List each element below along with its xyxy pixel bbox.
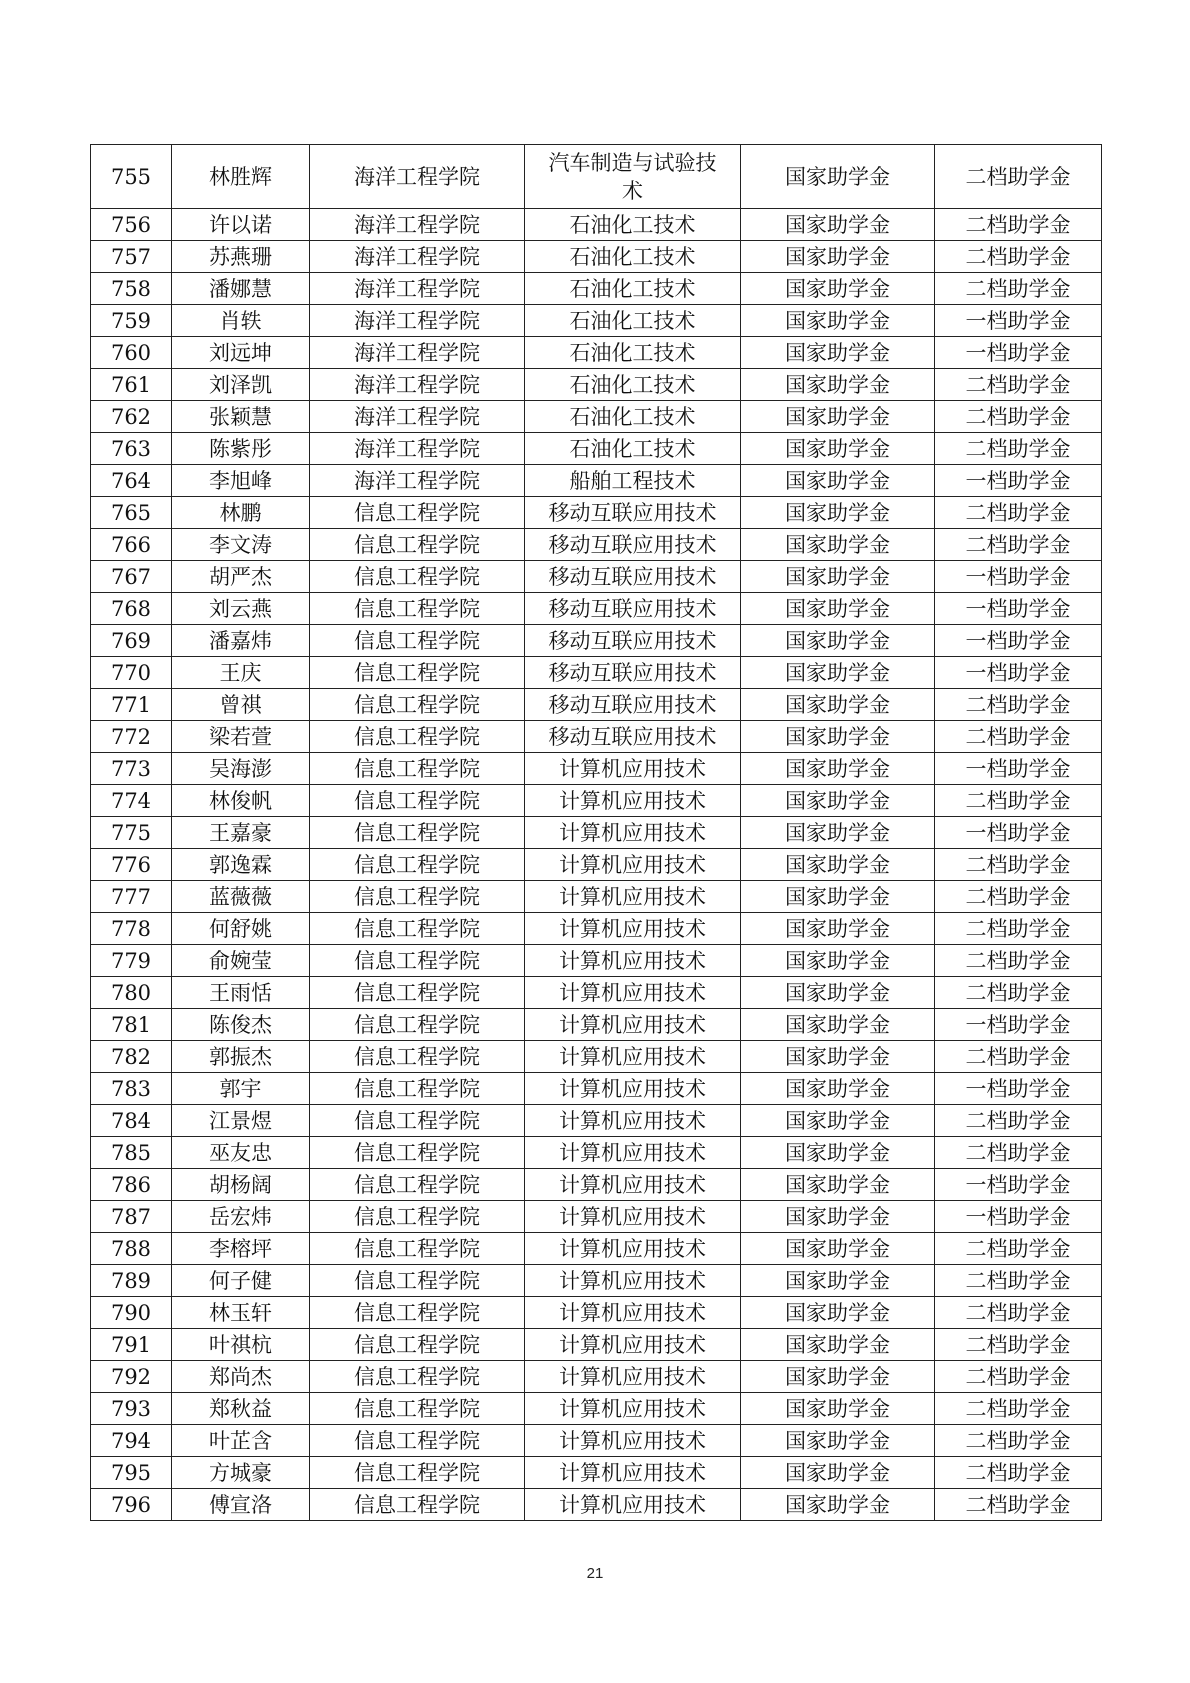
- row-number-cell: 778: [91, 913, 172, 945]
- grant-level-cell: 二档助学金: [935, 401, 1102, 433]
- row-number-cell: 766: [91, 529, 172, 561]
- row-number-cell: 780: [91, 977, 172, 1009]
- grant-level-cell: 二档助学金: [935, 849, 1102, 881]
- row-number-cell: 760: [91, 337, 172, 369]
- grant-type-cell: 国家助学金: [741, 1393, 935, 1425]
- college-cell: 海洋工程学院: [310, 401, 525, 433]
- grant-level-cell: 二档助学金: [935, 1489, 1102, 1521]
- grant-type-cell: 国家助学金: [741, 753, 935, 785]
- grant-type-cell: 国家助学金: [741, 625, 935, 657]
- row-number-cell: 790: [91, 1297, 172, 1329]
- row-number-cell: 762: [91, 401, 172, 433]
- table-row: [91, 625, 1102, 657]
- college-cell: 信息工程学院: [310, 1137, 525, 1169]
- grant-level-cell: 一档助学金: [935, 561, 1102, 593]
- grant-type-cell: 国家助学金: [741, 593, 935, 625]
- college-cell: 信息工程学院: [310, 497, 525, 529]
- table-body: [91, 145, 1102, 1521]
- table-row: [91, 817, 1102, 849]
- grant-level-cell: 一档助学金: [935, 1201, 1102, 1233]
- table-row: [91, 561, 1102, 593]
- student-name-cell: 许以诺: [172, 209, 310, 241]
- row-number-cell: 763: [91, 433, 172, 465]
- college-cell: 海洋工程学院: [310, 241, 525, 273]
- grant-level-cell: 二档助学金: [935, 689, 1102, 721]
- grant-level-cell: 二档助学金: [935, 1297, 1102, 1329]
- table-row: [91, 1265, 1102, 1297]
- student-name-cell: 郑尚杰: [172, 1361, 310, 1393]
- grant-type-cell: 国家助学金: [741, 401, 935, 433]
- grant-type-cell: 国家助学金: [741, 241, 935, 273]
- grant-type-cell: 国家助学金: [741, 465, 935, 497]
- college-cell: 海洋工程学院: [310, 337, 525, 369]
- row-number-cell: 767: [91, 561, 172, 593]
- student-name-cell: 江景煜: [172, 1105, 310, 1137]
- college-cell: 海洋工程学院: [310, 369, 525, 401]
- grant-level-cell: 一档助学金: [935, 625, 1102, 657]
- major-cell: 计算机应用技术: [525, 977, 741, 1009]
- student-name-cell: 何舒姚: [172, 913, 310, 945]
- major-cell: 石油化工技术: [525, 369, 741, 401]
- major-cell: 汽车制造与试验技术: [525, 145, 741, 209]
- college-cell: 信息工程学院: [310, 1393, 525, 1425]
- row-number-cell: 777: [91, 881, 172, 913]
- table-row: [91, 529, 1102, 561]
- major-cell: 计算机应用技术: [525, 1297, 741, 1329]
- major-cell: 计算机应用技术: [525, 1073, 741, 1105]
- grant-type-cell: 国家助学金: [741, 1169, 935, 1201]
- grant-type-cell: 国家助学金: [741, 1425, 935, 1457]
- college-cell: 信息工程学院: [310, 1489, 525, 1521]
- major-cell: 计算机应用技术: [525, 945, 741, 977]
- grant-type-cell: 国家助学金: [741, 1105, 935, 1137]
- major-cell: 计算机应用技术: [525, 1393, 741, 1425]
- table-row: [91, 1073, 1102, 1105]
- college-cell: 信息工程学院: [310, 1457, 525, 1489]
- grant-type-cell: 国家助学金: [741, 1137, 935, 1169]
- major-cell: 移动互联应用技术: [525, 657, 741, 689]
- major-cell: 计算机应用技术: [525, 913, 741, 945]
- grant-level-cell: 一档助学金: [935, 1009, 1102, 1041]
- table-row: [91, 721, 1102, 753]
- row-number-cell: 784: [91, 1105, 172, 1137]
- college-cell: 信息工程学院: [310, 977, 525, 1009]
- row-number-cell: 792: [91, 1361, 172, 1393]
- row-number-cell: 770: [91, 657, 172, 689]
- student-name-cell: 叶芷含: [172, 1425, 310, 1457]
- grant-type-cell: 国家助学金: [741, 689, 935, 721]
- college-cell: 信息工程学院: [310, 529, 525, 561]
- student-name-cell: 林鹏: [172, 497, 310, 529]
- college-cell: 信息工程学院: [310, 1073, 525, 1105]
- student-name-cell: 苏燕珊: [172, 241, 310, 273]
- grant-level-cell: 二档助学金: [935, 529, 1102, 561]
- grant-type-cell: 国家助学金: [741, 1489, 935, 1521]
- student-name-cell: 吴海澎: [172, 753, 310, 785]
- student-name-cell: 王嘉豪: [172, 817, 310, 849]
- grant-type-cell: 国家助学金: [741, 657, 935, 689]
- major-cell: 移动互联应用技术: [525, 561, 741, 593]
- table-row: [91, 1041, 1102, 1073]
- student-name-cell: 何子健: [172, 1265, 310, 1297]
- major-cell: 计算机应用技术: [525, 1105, 741, 1137]
- grant-level-cell: 二档助学金: [935, 369, 1102, 401]
- grant-type-cell: 国家助学金: [741, 945, 935, 977]
- major-cell: 石油化工技术: [525, 305, 741, 337]
- grant-level-cell: 二档助学金: [935, 241, 1102, 273]
- major-cell: 移动互联应用技术: [525, 529, 741, 561]
- college-cell: 海洋工程学院: [310, 465, 525, 497]
- major-cell: 计算机应用技术: [525, 881, 741, 913]
- table-row: [91, 1361, 1102, 1393]
- table-row: [91, 1329, 1102, 1361]
- page-number: 21: [586, 1565, 604, 1582]
- college-cell: 信息工程学院: [310, 913, 525, 945]
- student-name-cell: 胡杨阔: [172, 1169, 310, 1201]
- major-cell: 计算机应用技术: [525, 1041, 741, 1073]
- grant-type-cell: 国家助学金: [741, 817, 935, 849]
- grant-type-cell: 国家助学金: [741, 529, 935, 561]
- table-row: [91, 1105, 1102, 1137]
- major-cell: 计算机应用技术: [525, 849, 741, 881]
- table-row: [91, 1169, 1102, 1201]
- row-number-cell: 769: [91, 625, 172, 657]
- row-number-cell: 793: [91, 1393, 172, 1425]
- table-row: [91, 1137, 1102, 1169]
- grant-type-cell: 国家助学金: [741, 209, 935, 241]
- grant-level-cell: 一档助学金: [935, 817, 1102, 849]
- table-row: [91, 337, 1102, 369]
- table-row: [91, 1297, 1102, 1329]
- student-name-cell: 王雨恬: [172, 977, 310, 1009]
- table-row: [91, 273, 1102, 305]
- grant-type-cell: 国家助学金: [741, 721, 935, 753]
- grant-level-cell: 二档助学金: [935, 433, 1102, 465]
- student-name-cell: 刘泽凯: [172, 369, 310, 401]
- scholarship-table: [90, 144, 1102, 1521]
- table-row: [91, 241, 1102, 273]
- grant-level-cell: 二档助学金: [935, 1233, 1102, 1265]
- grant-level-cell: 二档助学金: [935, 1393, 1102, 1425]
- college-cell: 海洋工程学院: [310, 305, 525, 337]
- student-name-cell: 巫友忠: [172, 1137, 310, 1169]
- college-cell: 信息工程学院: [310, 1361, 525, 1393]
- grant-level-cell: 二档助学金: [935, 1361, 1102, 1393]
- college-cell: 信息工程学院: [310, 881, 525, 913]
- row-number-cell: 759: [91, 305, 172, 337]
- row-number-cell: 756: [91, 209, 172, 241]
- major-cell: 石油化工技术: [525, 209, 741, 241]
- college-cell: 信息工程学院: [310, 1169, 525, 1201]
- table-row: [91, 305, 1102, 337]
- grant-type-cell: 国家助学金: [741, 913, 935, 945]
- grant-type-cell: 国家助学金: [741, 881, 935, 913]
- college-cell: 信息工程学院: [310, 1329, 525, 1361]
- grant-level-cell: 一档助学金: [935, 465, 1102, 497]
- row-number-cell: 772: [91, 721, 172, 753]
- college-cell: 信息工程学院: [310, 689, 525, 721]
- table-row: [91, 433, 1102, 465]
- row-number-cell: 781: [91, 1009, 172, 1041]
- row-number-cell: 768: [91, 593, 172, 625]
- student-name-cell: 郑秋益: [172, 1393, 310, 1425]
- row-number-cell: 789: [91, 1265, 172, 1297]
- table-row: [91, 145, 1102, 209]
- row-number-cell: 782: [91, 1041, 172, 1073]
- college-cell: 信息工程学院: [310, 1041, 525, 1073]
- grant-type-cell: 国家助学金: [741, 1201, 935, 1233]
- major-cell: 移动互联应用技术: [525, 497, 741, 529]
- row-number-cell: 795: [91, 1457, 172, 1489]
- grant-level-cell: 一档助学金: [935, 337, 1102, 369]
- grant-level-cell: 二档助学金: [935, 1425, 1102, 1457]
- major-cell: 计算机应用技术: [525, 1201, 741, 1233]
- grant-type-cell: 国家助学金: [741, 849, 935, 881]
- major-cell: 石油化工技术: [525, 273, 741, 305]
- major-cell: 计算机应用技术: [525, 785, 741, 817]
- student-name-cell: 李文涛: [172, 529, 310, 561]
- table-row: [91, 465, 1102, 497]
- grant-level-cell: 二档助学金: [935, 945, 1102, 977]
- student-name-cell: 林俊帆: [172, 785, 310, 817]
- table-row: [91, 1201, 1102, 1233]
- student-name-cell: 肖轶: [172, 305, 310, 337]
- row-number-cell: 761: [91, 369, 172, 401]
- table-row: [91, 689, 1102, 721]
- grant-type-cell: 国家助学金: [741, 1041, 935, 1073]
- major-cell: 石油化工技术: [525, 241, 741, 273]
- row-number-cell: 755: [91, 145, 172, 209]
- student-name-cell: 胡严杰: [172, 561, 310, 593]
- college-cell: 信息工程学院: [310, 625, 525, 657]
- grant-type-cell: 国家助学金: [741, 1329, 935, 1361]
- college-cell: 信息工程学院: [310, 1201, 525, 1233]
- table-row: [91, 1233, 1102, 1265]
- grant-type-cell: 国家助学金: [741, 1457, 935, 1489]
- row-number-cell: 794: [91, 1425, 172, 1457]
- student-name-cell: 李旭峰: [172, 465, 310, 497]
- major-cell: 计算机应用技术: [525, 1233, 741, 1265]
- student-name-cell: 陈俊杰: [172, 1009, 310, 1041]
- grant-level-cell: 一档助学金: [935, 1073, 1102, 1105]
- major-cell: 船舶工程技术: [525, 465, 741, 497]
- college-cell: 信息工程学院: [310, 721, 525, 753]
- student-name-cell: 方城豪: [172, 1457, 310, 1489]
- student-name-cell: 叶祺杭: [172, 1329, 310, 1361]
- student-name-cell: 陈紫彤: [172, 433, 310, 465]
- table-row: [91, 1457, 1102, 1489]
- row-number-cell: 791: [91, 1329, 172, 1361]
- table-row: [91, 977, 1102, 1009]
- table-row: [91, 785, 1102, 817]
- college-cell: 海洋工程学院: [310, 433, 525, 465]
- row-number-cell: 779: [91, 945, 172, 977]
- grant-type-cell: 国家助学金: [741, 1265, 935, 1297]
- college-cell: 海洋工程学院: [310, 273, 525, 305]
- table-row: [91, 1425, 1102, 1457]
- student-name-cell: 郭逸霖: [172, 849, 310, 881]
- row-number-cell: 796: [91, 1489, 172, 1521]
- row-number-cell: 775: [91, 817, 172, 849]
- grant-level-cell: 二档助学金: [935, 1457, 1102, 1489]
- college-cell: 信息工程学院: [310, 785, 525, 817]
- table-row: [91, 593, 1102, 625]
- row-number-cell: 758: [91, 273, 172, 305]
- student-name-cell: 刘云燕: [172, 593, 310, 625]
- major-cell: 计算机应用技术: [525, 753, 741, 785]
- grant-level-cell: 二档助学金: [935, 1105, 1102, 1137]
- college-cell: 信息工程学院: [310, 561, 525, 593]
- table-row: [91, 497, 1102, 529]
- row-number-cell: 773: [91, 753, 172, 785]
- grant-level-cell: 二档助学金: [935, 913, 1102, 945]
- student-name-cell: 刘远坤: [172, 337, 310, 369]
- student-name-cell: 林玉轩: [172, 1297, 310, 1329]
- grant-level-cell: 一档助学金: [935, 593, 1102, 625]
- grant-level-cell: 一档助学金: [935, 1169, 1102, 1201]
- student-name-cell: 傅宣洛: [172, 1489, 310, 1521]
- row-number-cell: 764: [91, 465, 172, 497]
- college-cell: 信息工程学院: [310, 1233, 525, 1265]
- table-row: [91, 881, 1102, 913]
- grant-type-cell: 国家助学金: [741, 369, 935, 401]
- major-cell: 移动互联应用技术: [525, 593, 741, 625]
- row-number-cell: 783: [91, 1073, 172, 1105]
- major-cell: 计算机应用技术: [525, 1457, 741, 1489]
- major-cell: 计算机应用技术: [525, 1265, 741, 1297]
- row-number-cell: 786: [91, 1169, 172, 1201]
- grant-type-cell: 国家助学金: [741, 273, 935, 305]
- student-name-cell: 曾祺: [172, 689, 310, 721]
- table-row: [91, 369, 1102, 401]
- table-row: [91, 913, 1102, 945]
- college-cell: 信息工程学院: [310, 849, 525, 881]
- table-row: [91, 401, 1102, 433]
- table-row: [91, 849, 1102, 881]
- grant-level-cell: 一档助学金: [935, 657, 1102, 689]
- grant-level-cell: 二档助学金: [935, 881, 1102, 913]
- student-name-cell: 潘娜慧: [172, 273, 310, 305]
- grant-type-cell: 国家助学金: [741, 1297, 935, 1329]
- grant-type-cell: 国家助学金: [741, 977, 935, 1009]
- grant-type-cell: 国家助学金: [741, 1073, 935, 1105]
- college-cell: 信息工程学院: [310, 657, 525, 689]
- major-cell: 计算机应用技术: [525, 1169, 741, 1201]
- student-name-cell: 李榕坪: [172, 1233, 310, 1265]
- table-row: [91, 945, 1102, 977]
- college-cell: 海洋工程学院: [310, 209, 525, 241]
- college-cell: 海洋工程学院: [310, 145, 525, 209]
- grant-type-cell: 国家助学金: [741, 305, 935, 337]
- grant-level-cell: 二档助学金: [935, 209, 1102, 241]
- grant-level-cell: 二档助学金: [935, 497, 1102, 529]
- grant-level-cell: 二档助学金: [935, 273, 1102, 305]
- major-cell: 计算机应用技术: [525, 1329, 741, 1361]
- grant-level-cell: 二档助学金: [935, 1329, 1102, 1361]
- grant-level-cell: 二档助学金: [935, 145, 1102, 209]
- major-cell: 石油化工技术: [525, 337, 741, 369]
- grant-type-cell: 国家助学金: [741, 1009, 935, 1041]
- grant-type-cell: 国家助学金: [741, 561, 935, 593]
- grant-level-cell: 二档助学金: [935, 1041, 1102, 1073]
- college-cell: 信息工程学院: [310, 1105, 525, 1137]
- major-cell: 计算机应用技术: [525, 1425, 741, 1457]
- college-cell: 信息工程学院: [310, 1009, 525, 1041]
- college-cell: 信息工程学院: [310, 1425, 525, 1457]
- college-cell: 信息工程学院: [310, 1297, 525, 1329]
- student-name-cell: 张颖慧: [172, 401, 310, 433]
- row-number-cell: 788: [91, 1233, 172, 1265]
- major-cell: 计算机应用技术: [525, 1361, 741, 1393]
- grant-type-cell: 国家助学金: [741, 1233, 935, 1265]
- student-name-cell: 俞婉莹: [172, 945, 310, 977]
- grant-level-cell: 二档助学金: [935, 977, 1102, 1009]
- table-row: [91, 1009, 1102, 1041]
- grant-type-cell: 国家助学金: [741, 785, 935, 817]
- grant-level-cell: 二档助学金: [935, 1137, 1102, 1169]
- college-cell: 信息工程学院: [310, 1265, 525, 1297]
- major-cell: 石油化工技术: [525, 433, 741, 465]
- table-row: [91, 657, 1102, 689]
- major-cell: 移动互联应用技术: [525, 689, 741, 721]
- student-name-cell: 郭振杰: [172, 1041, 310, 1073]
- major-cell: 石油化工技术: [525, 401, 741, 433]
- college-cell: 信息工程学院: [310, 593, 525, 625]
- table-row: [91, 1489, 1102, 1521]
- student-name-cell: 郭宇: [172, 1073, 310, 1105]
- row-number-cell: 774: [91, 785, 172, 817]
- grant-level-cell: 二档助学金: [935, 785, 1102, 817]
- row-number-cell: 787: [91, 1201, 172, 1233]
- table-row: [91, 1393, 1102, 1425]
- student-name-cell: 岳宏炜: [172, 1201, 310, 1233]
- row-number-cell: 757: [91, 241, 172, 273]
- grant-level-cell: 一档助学金: [935, 305, 1102, 337]
- major-cell: 移动互联应用技术: [525, 721, 741, 753]
- college-cell: 信息工程学院: [310, 753, 525, 785]
- grant-type-cell: 国家助学金: [741, 1361, 935, 1393]
- grant-type-cell: 国家助学金: [741, 337, 935, 369]
- student-name-cell: 蓝薇薇: [172, 881, 310, 913]
- major-cell: 移动互联应用技术: [525, 625, 741, 657]
- grant-level-cell: 二档助学金: [935, 721, 1102, 753]
- table-row: [91, 209, 1102, 241]
- college-cell: 信息工程学院: [310, 817, 525, 849]
- major-cell: 计算机应用技术: [525, 1009, 741, 1041]
- student-name-cell: 梁若萱: [172, 721, 310, 753]
- student-name-cell: 潘嘉炜: [172, 625, 310, 657]
- major-cell: 计算机应用技术: [525, 1137, 741, 1169]
- row-number-cell: 776: [91, 849, 172, 881]
- student-name-cell: 王庆: [172, 657, 310, 689]
- student-name-cell: 林胜辉: [172, 145, 310, 209]
- row-number-cell: 771: [91, 689, 172, 721]
- grant-type-cell: 国家助学金: [741, 145, 935, 209]
- grant-level-cell: 二档助学金: [935, 1265, 1102, 1297]
- row-number-cell: 785: [91, 1137, 172, 1169]
- grant-type-cell: 国家助学金: [741, 497, 935, 529]
- grant-level-cell: 一档助学金: [935, 753, 1102, 785]
- row-number-cell: 765: [91, 497, 172, 529]
- college-cell: 信息工程学院: [310, 945, 525, 977]
- grant-type-cell: 国家助学金: [741, 433, 935, 465]
- major-cell: 计算机应用技术: [525, 817, 741, 849]
- table-row: [91, 753, 1102, 785]
- major-cell: 计算机应用技术: [525, 1489, 741, 1521]
